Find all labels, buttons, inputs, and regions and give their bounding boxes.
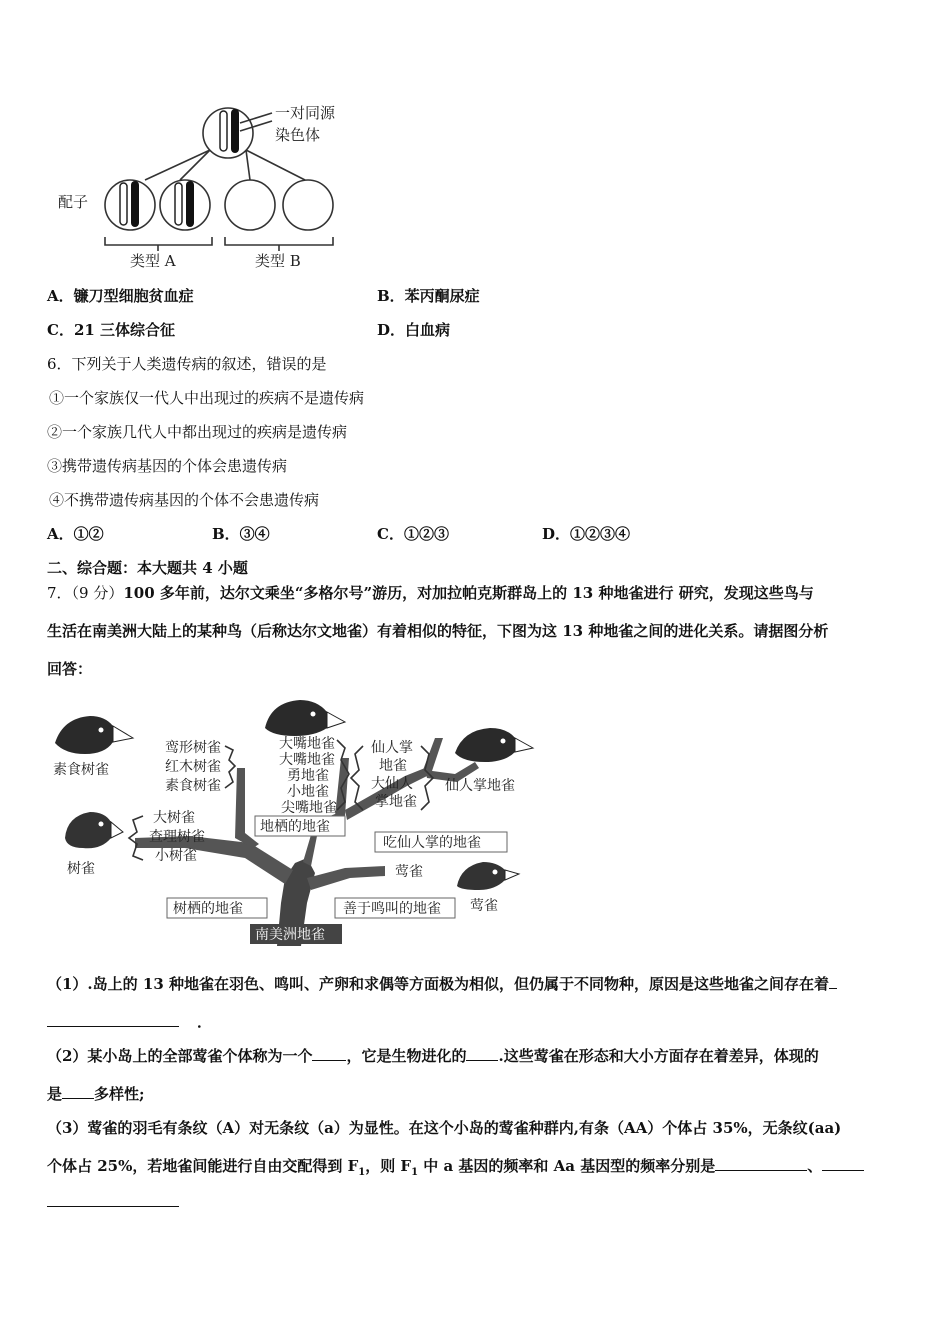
tree-group-3: 小树雀 — [155, 848, 197, 864]
box-tree-dwelling: 树栖的地雀 — [173, 901, 243, 917]
q6-statement-3: ③携带遗传病基因的个体会患遗传病 — [47, 457, 288, 475]
veg-group-3: 素食树雀 — [165, 778, 221, 794]
q5-option-d: D．白血病 — [377, 321, 451, 339]
homolog-label-2: 染色体 — [275, 126, 321, 144]
box-ground-dwelling: 地栖的地雀 — [260, 819, 330, 835]
q7-part3-line2 — [47, 1156, 864, 1183]
root-label: 南美洲地雀 — [255, 927, 325, 943]
type-b-label: 类型 B — [255, 252, 301, 270]
q6-option-c: C．①②③ — [377, 525, 449, 543]
ground-group-1: 大嘴地雀 — [279, 736, 335, 752]
answer-blank[interactable] — [466, 1046, 498, 1061]
q6-option-a: A．①② — [47, 525, 104, 543]
bird-ground-finch — [265, 700, 345, 736]
answer-blank[interactable] — [715, 1156, 807, 1171]
q7-line-2: 生活在南美洲大陆上的某种鸟（后称达尔文地雀）有着相似的特征，下图为这 13 种地雀之间的进化关系。请据图分析 — [47, 622, 829, 640]
q7-part3-line1: （3）莺雀的羽毛有条纹（A）对无条纹（a）为显性。在这个小岛的莺雀种群内,有条（AA）个体占 35%，无条纹(aa) — [47, 1119, 842, 1137]
subscript-2: 1 — [411, 1167, 419, 1178]
cactus-group-4: 掌地雀 — [375, 794, 417, 810]
q7-line-1 — [47, 583, 814, 603]
q5-option-a: A．镰刀型细胞贫血症 — [47, 287, 194, 305]
cactus-group-1: 仙人掌 — [371, 740, 413, 756]
type-a-label: 类型 A — [130, 252, 176, 270]
section-2-title: 二、综合题：本大题共 4 小题 — [47, 559, 248, 577]
label-tree-finch: 树雀 — [67, 861, 95, 877]
q7-part2-line2-b: 多样性; — [94, 1085, 145, 1103]
q7-part2-a: （2）某小岛上的全部莺雀个体称为一个 — [47, 1047, 313, 1065]
q5-option-c: C．21 三体综合征 — [47, 321, 176, 339]
veg-group-1: 鸾形树雀 — [165, 740, 221, 756]
bird-cactus-finch — [455, 728, 533, 762]
subscript-1: 1 — [358, 1167, 366, 1178]
gamete-cell-b1 — [225, 180, 275, 230]
q7-part2-line2 — [47, 1084, 145, 1104]
label-cactus-finch: 仙人掌地雀 — [445, 778, 515, 794]
label-veg-finch: 素食树雀 — [53, 762, 109, 778]
q7-number: 7．（9 分） — [47, 584, 124, 602]
answer-blank[interactable] — [62, 1084, 94, 1099]
gamete-cell-b2 — [283, 180, 333, 230]
tree-group-1: 大树雀 — [153, 810, 195, 826]
finch-evolution-tree — [45, 698, 540, 948]
answer-blank[interactable] — [47, 1012, 179, 1027]
ground-group-5: 尖嘴地雀 — [281, 800, 337, 816]
ground-group-4: 小地雀 — [287, 784, 329, 800]
q7-part3-c: 中 a 基因的频率和 Aa 基因型的频率分别是 — [418, 1157, 716, 1175]
meiosis-figure — [50, 95, 380, 275]
q5-option-b: B．苯丙酮尿症 — [377, 287, 480, 305]
q7-part3-sep: 、 — [807, 1157, 823, 1175]
q7-part1-line1 — [47, 974, 837, 994]
q7-part3-line3 — [47, 1192, 179, 1212]
q6-statement-4: ④不携带遗传病基因的个体不会患遗传病 — [49, 491, 320, 509]
q7-part1-line2 — [47, 1012, 212, 1032]
q6-statement-1: ①一个家族仅一代人中出现过的疾病不是遗传病 — [49, 389, 365, 407]
q7-part2-line1 — [47, 1046, 819, 1066]
q7-part2-line2-a: 是 — [47, 1085, 63, 1103]
answer-blank[interactable] — [47, 1192, 179, 1207]
q7-part3-b: ，则 F — [365, 1157, 412, 1175]
q7-part1-tail: ． — [197, 1013, 213, 1031]
q6-option-b: B．③④ — [212, 525, 270, 543]
q7-line-1-text: 100 多年前，达尔文乘坐“多格尔号”游历，对加拉帕克斯群岛上的 13 种地雀进行 研究，发现这些鸟与 — [123, 584, 814, 602]
q7-part2-c: .这些莺雀在形态和大小方面存在着差异，体现的 — [498, 1047, 819, 1065]
cactus-group-2: 地雀 — [379, 758, 407, 774]
gamete-label: 配子 — [58, 193, 89, 211]
box-singing: 善于鸣叫的地雀 — [343, 901, 441, 917]
q6-statement-2: ②一个家族几代人中都出现过的疾病是遗传病 — [47, 423, 348, 441]
answer-blank[interactable] — [822, 1156, 864, 1171]
gamete-cell-a2 — [160, 180, 210, 230]
homolog-label-1: 一对同源 — [275, 104, 336, 122]
label-warbler: 莺雀 — [395, 864, 423, 880]
answer-blank[interactable] — [312, 1046, 346, 1061]
q7-part3-a: 个体占 25%，若地雀间能进行自由交配得到 F — [47, 1157, 359, 1175]
bird-tree-finch — [65, 812, 123, 848]
veg-group-2: 红木树雀 — [165, 759, 221, 775]
q6-stem: 6．下列关于人类遗传病的叙述，错误的是 — [47, 355, 327, 373]
q7-part2-b: ，它是生物进化的 — [346, 1047, 467, 1065]
tree-group-2: 查理树雀 — [149, 829, 205, 845]
label-warbler-bird: 莺雀 — [470, 898, 498, 914]
q7-line-3: 回答： — [47, 660, 93, 678]
q6-option-d: D．①②③④ — [542, 525, 631, 543]
cactus-group-3: 大仙人 — [371, 776, 413, 792]
gamete-cell-a1 — [105, 180, 155, 230]
ground-group-2: 大嘴地雀 — [279, 752, 335, 768]
answer-blank[interactable] — [829, 974, 837, 989]
ground-group-3: 勇地雀 — [287, 768, 329, 784]
q7-part1-text: （1）.岛上的 13 种地雀在羽色、鸣叫、产卵和求偶等方面极为相似，但仍属于不同物种，原因是这些地雀之间存在着 — [47, 975, 829, 993]
box-cactus-eating: 吃仙人掌的地雀 — [383, 835, 481, 851]
bird-veg-finch — [55, 716, 133, 754]
bird-warbler — [457, 862, 519, 890]
